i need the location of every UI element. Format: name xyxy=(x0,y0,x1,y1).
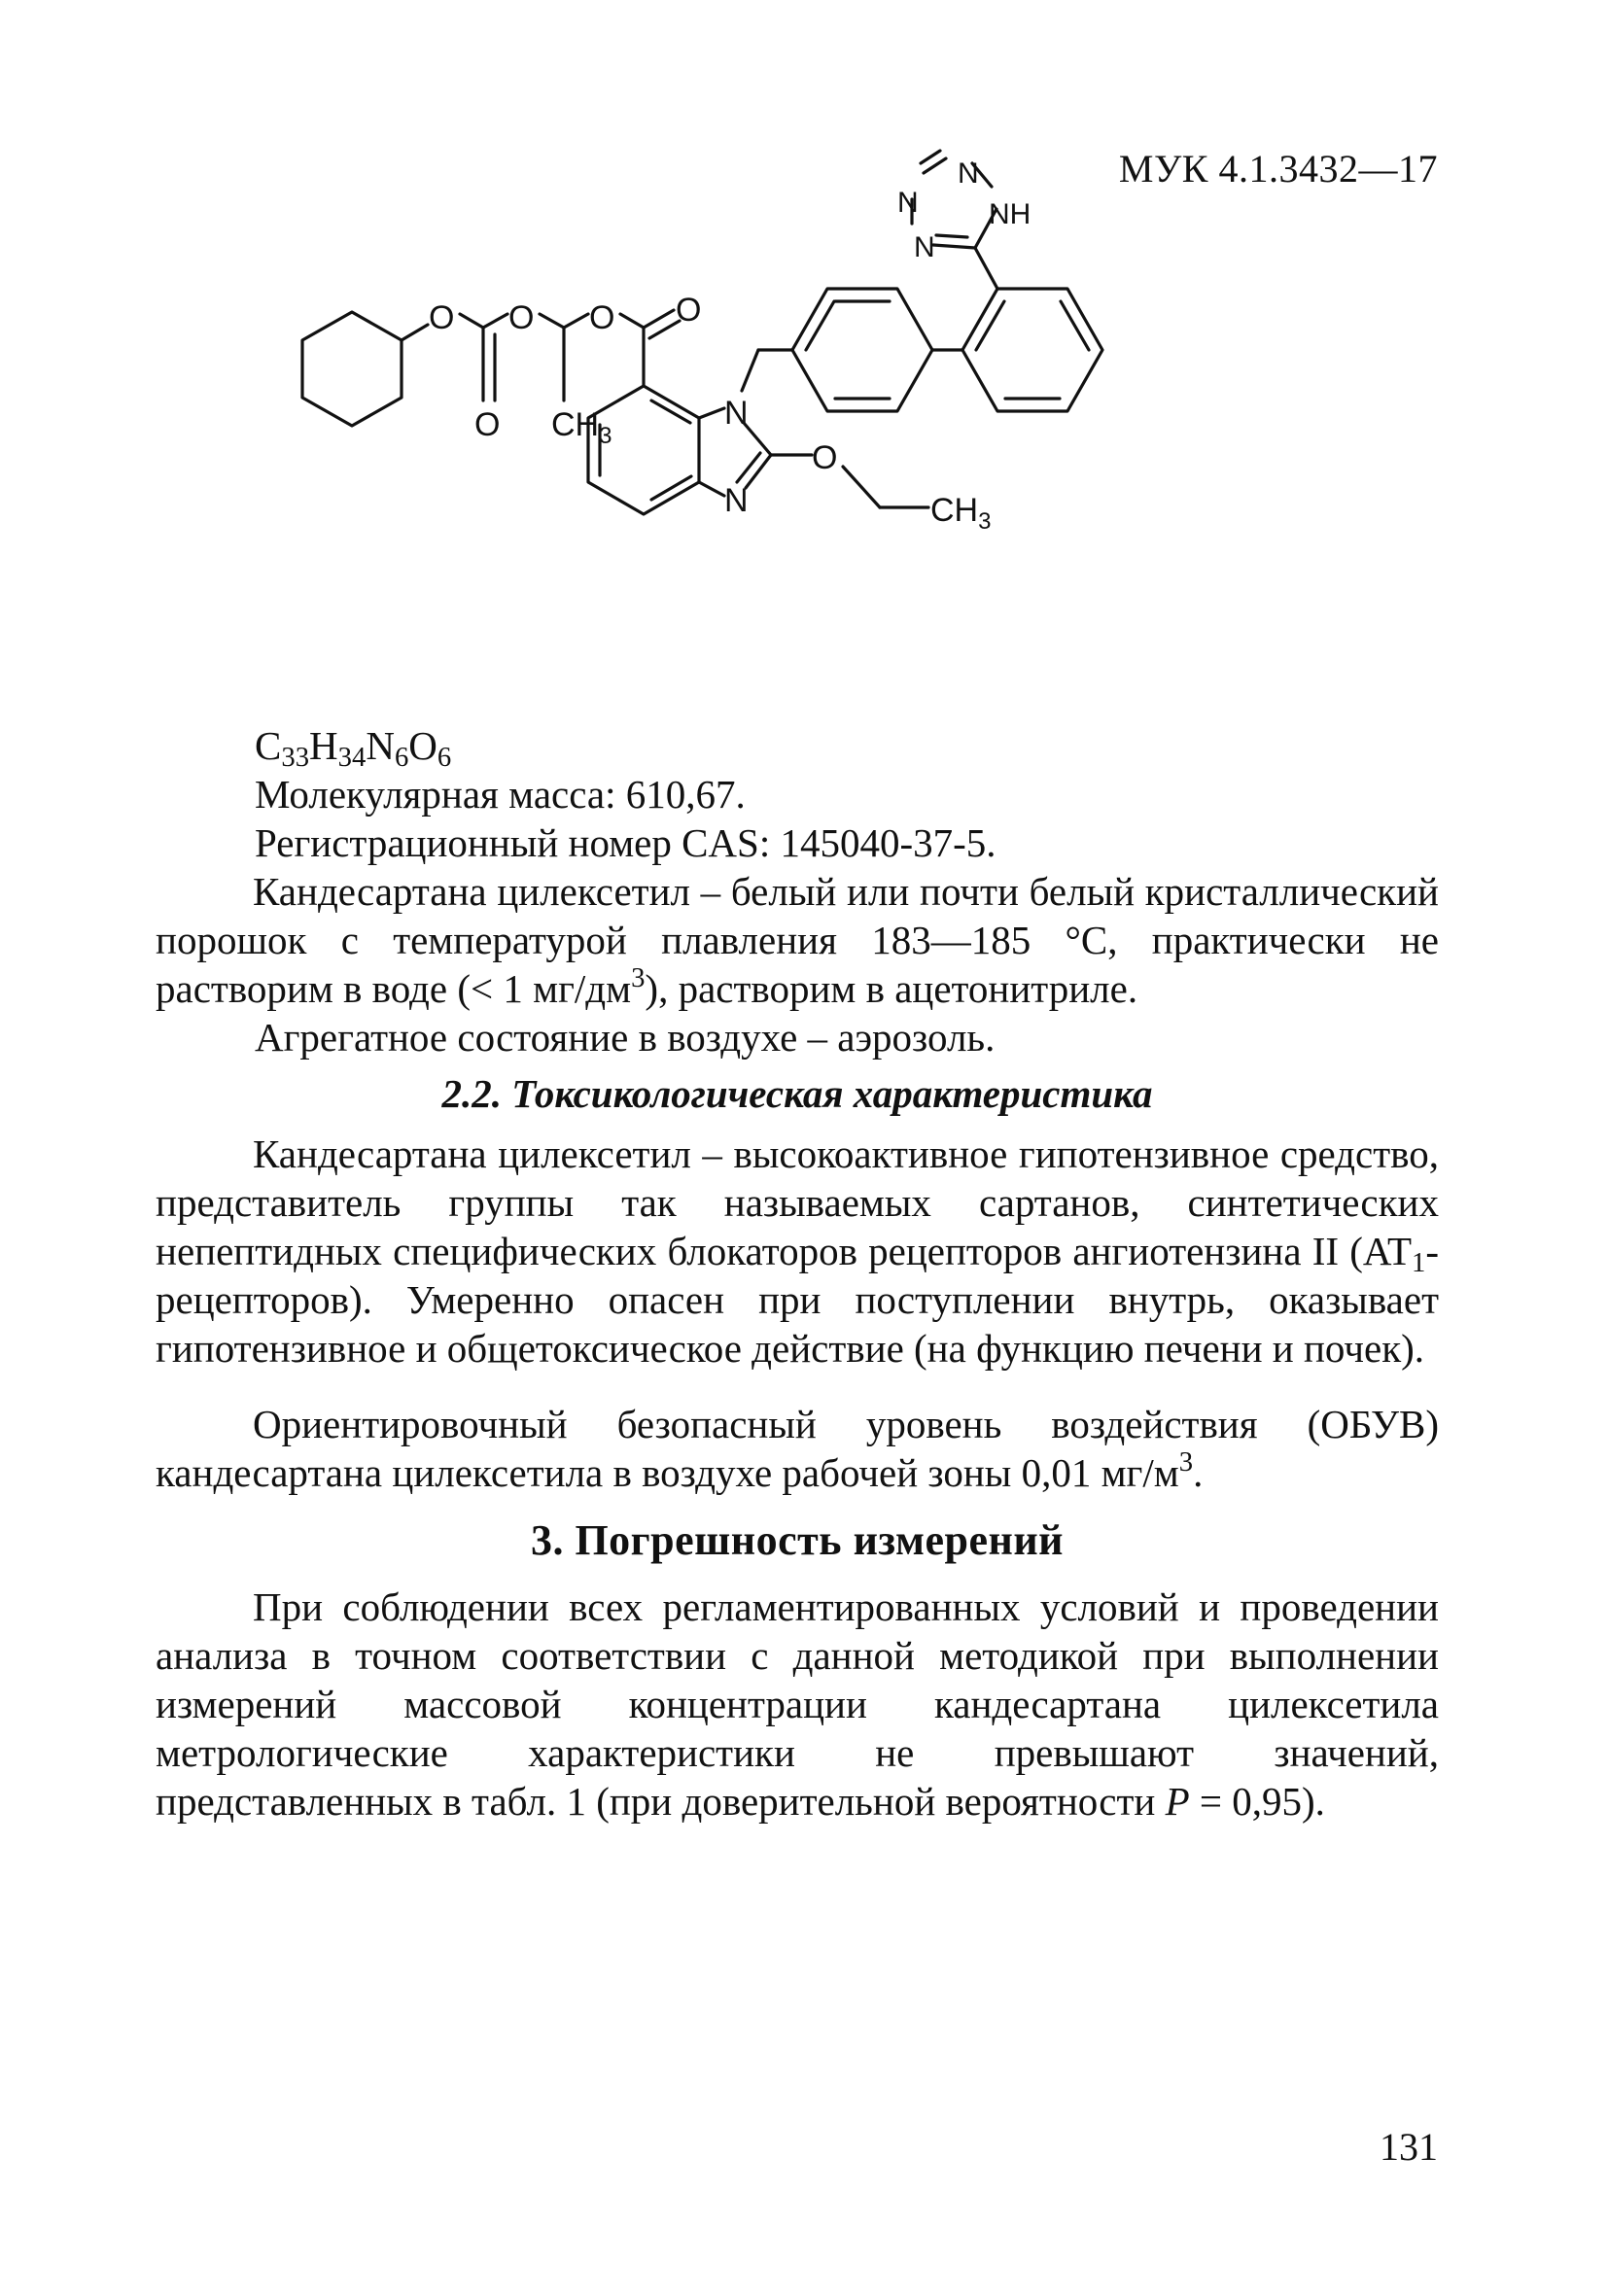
methyl-group-a: $CH_3$ xyxy=(551,406,612,449)
section-3-heading: 3. Погрешность измерений xyxy=(530,1516,1065,1564)
tetrazole-nh: NH xyxy=(989,198,1031,230)
carbonyl-oxygen-ester: O xyxy=(676,292,702,329)
tetrazole-nitrogen-left: N xyxy=(897,187,919,219)
error-paragraph: При соблюдении всех регламентированных условий и проведении анализа в точном соответствии с данной методикой при выполнении измерений массовой концентрации кандесартана цилексетила метрологические характеристики не превышают значений, представленных в табл. 1 (при доверительной вероятности P = 0,95). xyxy=(156,1584,1439,1824)
molecular-formula: $C_{33}H_{34}N_6O_6$ xyxy=(255,723,452,774)
methyl-group-b: $CH_3$ xyxy=(930,492,992,535)
tetrazole-nitrogen-bottom: N xyxy=(914,231,935,263)
ether-oxygen-2: O xyxy=(508,299,535,336)
nitrogen-1: N xyxy=(724,395,749,432)
page-number: 131 xyxy=(1380,2125,1438,2169)
toxicology-paragraph: Кандесартана цилексетил – высокоактивное гипотензивное средство, представитель группы так называемых сартанов, синтетических непептидных специфических блокаторов рецепторов ангиотензина II $(AT_1-рецепторов)$. Умеренно опасен при поступлении внутрь, оказывает гипотензивное и общетоксическое действие (на функцию печени и почек). xyxy=(156,1131,1439,1371)
cyclohexane-ring xyxy=(302,312,402,426)
ethoxy-oxygen: O xyxy=(812,439,838,476)
phenyl-ring-1 xyxy=(792,289,932,411)
benzo-ring xyxy=(588,386,699,514)
phenyl-ring-2 xyxy=(962,289,1102,411)
molar-mass: Молекулярная масса: 610,67. xyxy=(255,772,746,817)
carbonyl-oxygen-carbonate: O xyxy=(474,406,501,443)
ether-oxygen-3: O xyxy=(589,299,615,336)
aggregate-state: Агрегатное состояние в воздухе – аэрозоль. xyxy=(255,1015,996,1060)
description-paragraph: Кандесартана цилексетил – белый или почти белый кристаллический порошок с температурой плавления 183—185 °C, практически не растворим в воде (< 1 $мг/дм^3$), растворим в ацетонитриле. xyxy=(156,869,1439,1011)
ether-oxygen-1: O xyxy=(429,299,455,336)
nitrogen-3: N xyxy=(724,482,749,519)
obuv-paragraph: Ориентировочный безопасный уровень воздействия (ОБУВ) кандесартана цилексетила в воздухе рабочей зоны 0,01 $мг/м^3$. xyxy=(156,1402,1439,1495)
document-code: МУК 4.1.3432—17 xyxy=(1118,147,1438,191)
section-2-2-heading: 2.2. Токсикологическая характеристика xyxy=(441,1071,1153,1116)
tetrazole-nitrogen-top: N xyxy=(958,157,979,190)
cas-number: Регистрационный номер CAS: 145040-37-5. xyxy=(255,820,996,865)
